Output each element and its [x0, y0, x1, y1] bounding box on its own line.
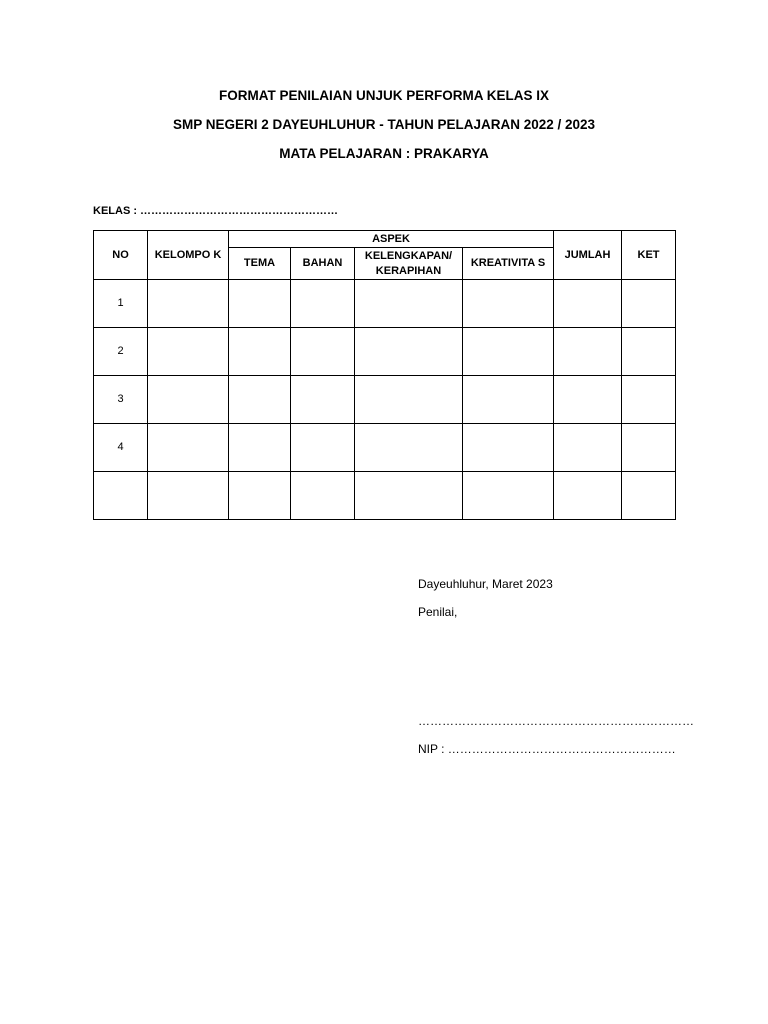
tema-cell[interactable] — [229, 280, 291, 328]
kelengkapan-cell[interactable] — [355, 280, 463, 328]
table-row — [94, 328, 676, 376]
kelengkapan-cell[interactable] — [355, 472, 463, 520]
header-no: NO — [94, 231, 148, 280]
header-bahan: BAHAN — [291, 248, 355, 280]
kelompok-cell[interactable] — [148, 424, 229, 472]
kelompok-cell[interactable] — [148, 376, 229, 424]
header-aspek: ASPEK — [229, 231, 554, 248]
bahan-cell[interactable] — [291, 424, 355, 472]
signature-role: Penilai, — [418, 605, 458, 619]
table-row — [94, 376, 676, 424]
ket-cell[interactable] — [622, 424, 676, 472]
ket-cell[interactable] — [622, 280, 676, 328]
jumlah-cell[interactable] — [554, 472, 622, 520]
jumlah-cell[interactable] — [554, 280, 622, 328]
header-tema: TEMA — [229, 248, 291, 280]
table-row — [94, 280, 676, 328]
signature-name-line: …………………………………………………………… — [418, 714, 694, 728]
tema-cell[interactable] — [229, 328, 291, 376]
title-line-1: FORMAT PENILAIAN UNJUK PERFORMA KELAS IX — [218, 88, 549, 103]
kreativitas-cell[interactable] — [463, 376, 554, 424]
kreativitas-cell[interactable] — [463, 280, 554, 328]
jumlah-cell[interactable] — [554, 376, 622, 424]
kelompok-cell[interactable] — [148, 328, 229, 376]
bahan-cell[interactable] — [291, 376, 355, 424]
kelas-line: KELAS : ……………………………………………… — [93, 205, 339, 217]
bahan-cell[interactable] — [291, 472, 355, 520]
tema-cell[interactable] — [229, 472, 291, 520]
row-no-cell: 1 — [94, 280, 148, 328]
row-no-cell: 4 — [94, 424, 148, 472]
header-kelengkapan: KELENGKAPAN/ KERAPIHAN — [355, 248, 463, 280]
kelompok-cell[interactable] — [148, 280, 229, 328]
assessment-table — [93, 230, 676, 520]
header-ket: KET — [622, 231, 676, 280]
header-kelompok: KELOMPO K — [148, 231, 229, 280]
header-kreativitas: KREATIVITA S — [463, 248, 554, 280]
ket-cell[interactable] — [622, 328, 676, 376]
tema-cell[interactable] — [229, 376, 291, 424]
jumlah-cell[interactable] — [554, 328, 622, 376]
kelengkapan-cell[interactable] — [355, 328, 463, 376]
title-line-3: MATA PELAJARAN : PRAKARYA — [279, 146, 489, 161]
title-line-2: SMP NEGERI 2 DAYEUHLUHUR - TAHUN PELAJARAN 2022 / 2023 — [172, 117, 596, 132]
kreativitas-cell[interactable] — [463, 424, 554, 472]
jumlah-cell[interactable] — [554, 424, 622, 472]
header-row-top — [94, 231, 676, 248]
bahan-cell[interactable] — [291, 328, 355, 376]
kreativitas-cell[interactable] — [463, 472, 554, 520]
kreativitas-cell[interactable] — [463, 328, 554, 376]
bahan-cell[interactable] — [291, 280, 355, 328]
tema-cell[interactable] — [229, 424, 291, 472]
table-row — [94, 472, 676, 520]
kelengkapan-cell[interactable] — [355, 424, 463, 472]
row-no-cell — [94, 472, 148, 520]
ket-cell[interactable] — [622, 376, 676, 424]
row-no-cell: 2 — [94, 328, 148, 376]
row-no-cell: 3 — [94, 376, 148, 424]
kelengkapan-cell[interactable] — [355, 376, 463, 424]
kelompok-cell[interactable] — [148, 472, 229, 520]
header-jumlah: JUMLAH — [554, 231, 622, 280]
signature-place-date: Dayeuhluhur, Maret 2023 — [418, 577, 553, 591]
signature-nip: NIP : ………………………………………………… — [418, 742, 676, 756]
table-row — [94, 424, 676, 472]
ket-cell[interactable] — [622, 472, 676, 520]
